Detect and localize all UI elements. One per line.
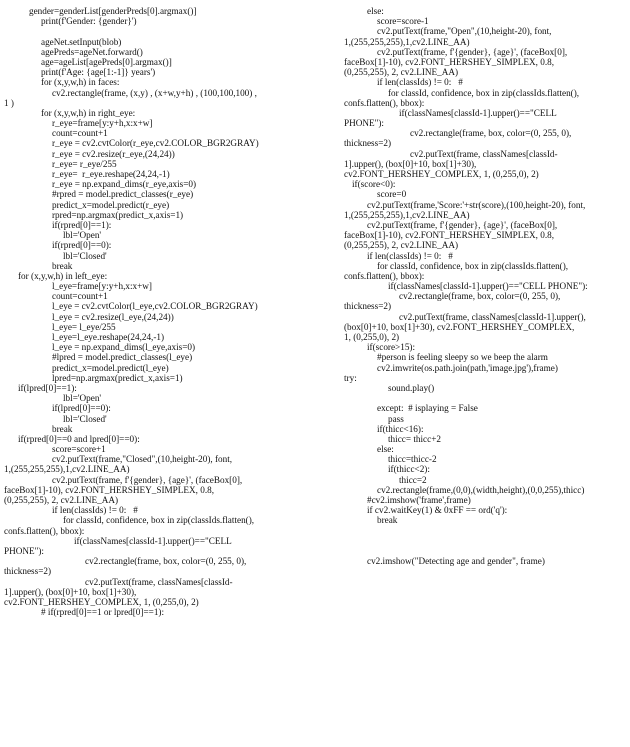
code-line: if(thicc<16): [377, 423, 424, 434]
code-line: cv2.putText(frame, f'{gender}, {age}', (faceBox[0], [52, 474, 243, 485]
code-line: confs.flatten(), bbox): [344, 270, 425, 281]
code-line: sound.play() [388, 382, 435, 393]
code-line: cv2.putText(frame, classNames[classId-1].upper(), [399, 311, 586, 322]
code-line: if(classNames[classId-1].upper()=="CELL [399, 107, 557, 118]
code-line: if(classNames[classId-1].upper()=="CELL [74, 535, 232, 546]
code-line: cv2.putText(frame, f'{gender}, {age}', (faceBox[0], [377, 46, 568, 57]
code-line: thicc= thicc+2 [388, 433, 441, 444]
code-line: for (x,y,w,h) in faces: [41, 77, 120, 88]
code-line: score=score-1 [377, 16, 429, 27]
code-line: agePreds=ageNet.forward() [41, 46, 143, 57]
code-line: l_eye= l_eye/255 [52, 321, 116, 332]
code-line: cv2.imwrite(os.path.join(path,'image.jpg'),frame) [377, 362, 558, 373]
code-line: ageNet.setInput(blob) [41, 36, 122, 47]
code-line: l_eye=frame[y:y+h,x:x+w] [52, 281, 152, 292]
code-line: if len(classIds) != 0: # [367, 250, 453, 261]
code-line [344, 536, 627, 546]
code-line: cv2.putText(frame, classNames[classId- [410, 148, 558, 159]
code-line: (0,255,255), 2, cv2.LINE_AA) [4, 495, 119, 505]
code-line: for classId, confidence, box in zip(classIds.flatten(), [377, 260, 569, 271]
code-line: count=count+1 [52, 128, 108, 139]
code-column-right [344, 6, 627, 566]
code-line: l_eye = cv2.cvtColor(l_eye,cv2.COLOR_BGR2GRAY) [52, 301, 258, 312]
code-line: PHONE"): [4, 545, 44, 556]
code-line: if len(classIds) != 0: # [52, 505, 138, 516]
code-line: print(f'Age: {age[1:-1]} years') [41, 67, 156, 78]
code-line: (0,255,255), 2, cv2.LINE_AA) [344, 240, 459, 251]
code-line: if(rpred[0]==0): [52, 240, 112, 251]
code-line: pass [388, 413, 404, 424]
code-line: r_eye = cv2.cvtColor(r_eye,cv2.COLOR_BGR2GRAY) [52, 138, 259, 149]
code-line: lpred=np.argmax(predict_x,axis=1) [52, 372, 183, 383]
code-line: else: [377, 444, 394, 455]
code-line: predict_x=model.predict(l_eye) [52, 362, 169, 373]
code-line: 1, (0,255,0), 2) [344, 332, 400, 342]
code-line: for (x,y,w,h) in left_eye: [18, 270, 108, 281]
code-line: r_eye= r_eye/255 [52, 158, 117, 169]
code-line [4, 26, 304, 36]
code-line: #lpred = model.predict_classes(l_eye) [52, 352, 193, 363]
code-line: r_eye = cv2.resize(r_eye,(24,24)) [52, 148, 175, 159]
code-line: break [52, 423, 73, 434]
code-line: thicc=thicc-2 [388, 454, 437, 465]
code-line: if(thicc<2): [388, 464, 430, 475]
code-line: (0,255,255), 2, cv2.LINE_AA) [344, 67, 459, 78]
code-line: faceBox[1]-10), cv2.FONT_HERSHEY_SIMPLEX, 0.8, [4, 484, 215, 495]
code-line: #person is feeling sleepy so we beep the alarm [377, 352, 548, 363]
code-line: cv2.FONT_HERSHEY_COMPLEX, 1, (0,255,0), 2) [344, 169, 539, 179]
code-line: cv2.putText(frame,"Open",(10,height-20), font, [377, 26, 552, 37]
code-line: gender=genderList[genderPreds[0].argmax()] [29, 6, 197, 16]
code-line: l_eye=l_eye.reshape(24,24,-1) [52, 332, 165, 342]
code-line: r_eye=frame[y:y+h,x:x+w] [52, 118, 153, 129]
code-line: r_eye= r_eye.reshape(24,24,-1) [52, 169, 170, 179]
code-line: if(rpred[0]==0 and lpred[0]==0): [18, 433, 140, 444]
code-line: if(classNames[classId-1].upper()=="CELL PHONE"): [388, 281, 588, 292]
code-line: rpred=np.argmax(predict_x,axis=1) [52, 209, 184, 220]
code-line: if len(classIds) != 0: # [377, 77, 463, 88]
code-line [344, 393, 627, 403]
code-line: faceBox[1]-10), cv2.FONT_HERSHEY_SIMPLEX, 0.8, [344, 230, 555, 241]
code-line: except: # isplaying = False [377, 403, 478, 414]
code-line: lbl='Closed' [63, 250, 107, 261]
code-line: cv2.imshow("Detecting age and gender", frame) [367, 556, 545, 567]
code-line: lbl='Open' [63, 230, 102, 241]
code-line: predict_x=model.predict(r_eye) [52, 199, 170, 210]
code-line: lbl='Open' [63, 393, 102, 404]
code-line: thickness=2) [4, 566, 52, 577]
code-line: 1,(255,255,255),1,cv2.LINE_AA) [344, 209, 470, 220]
code-line: confs.flatten(), bbox): [344, 97, 425, 108]
code-column-left [4, 6, 304, 617]
code-line: break [377, 515, 398, 526]
code-line: confs.flatten(), bbox): [4, 525, 85, 536]
code-line: age=ageList[agePreds[0].argmax()] [41, 56, 172, 67]
code-line: cv2.rectangle(frame, (x,y) , (x+w,y+h) , (100,100,100) , [52, 87, 257, 98]
code-line: count=count+1 [52, 291, 108, 302]
code-line: lbl='Closed' [63, 413, 107, 424]
code-line: #rpred = model.predict_classes(r_eye) [52, 189, 194, 200]
code-line [344, 546, 627, 556]
code-line: break [52, 260, 73, 271]
code-line: if(rpred[0]==1): [52, 219, 112, 230]
code-line: # if(rpred[0]==1 or lpred[0]==1): [41, 607, 165, 618]
code-line: (box[0]+10, box[1]+30), cv2.FONT_HERSHEY_COMPLEX, [344, 321, 575, 332]
code-line: 1].upper(), (box[0]+10, box[1]+30), [4, 586, 137, 597]
code-line: 1,(255,255,255),1,cv2.LINE_AA) [4, 464, 130, 475]
code-line: cv2.rectangle(frame, box, color=(0, 255, 0), [85, 556, 247, 567]
code-line: score=0 [377, 189, 407, 200]
code-line: if(score>15): [367, 342, 416, 353]
code-line: 1 ) [4, 97, 14, 108]
code-line: print(f'Gender: {gender}') [41, 16, 137, 27]
code-line: try: [344, 372, 357, 383]
code-line: cv2.rectangle(frame, box, color=(0, 255, 0), [399, 291, 561, 302]
code-line: r_eye = np.expand_dims(r_eye,axis=0) [52, 179, 197, 190]
code-line: l_eye = np.expand_dims(l_eye,axis=0) [52, 342, 196, 353]
code-line: cv2.putText(frame,'Score:'+str(score),(100,height-20), font, [367, 199, 586, 210]
code-line: l_eye = cv2.resize(l_eye,(24,24)) [52, 311, 174, 322]
code-line: for classId, confidence, box in zip(classIds.flatten(), [388, 87, 580, 98]
code-line: cv2.rectangle(frame, box, color=(0, 255, 0), [410, 128, 572, 139]
code-line: faceBox[1]-10), cv2.FONT_HERSHEY_SIMPLEX, 0.8, [344, 56, 555, 67]
code-line: PHONE"): [344, 118, 384, 129]
code-line: for classId, confidence, box in zip(classIds.flatten(), [63, 515, 255, 526]
code-line: else: [367, 6, 384, 16]
code-line [344, 526, 627, 536]
code-line: if(lpred[0]==1): [18, 382, 77, 393]
code-line: if cv2.waitKey(1) & 0xFF == ord('q'): [367, 505, 508, 516]
code-line: cv2.putText(frame, classNames[classId- [85, 576, 233, 587]
code-line: if(lpred[0]==0): [52, 403, 111, 414]
code-line: #cv2.imshow('frame',frame) [367, 495, 471, 505]
code-line: 1,(255,255,255),1,cv2.LINE_AA) [344, 36, 470, 47]
code-line: thicc=2 [399, 474, 427, 485]
code-line: cv2.FONT_HERSHEY_COMPLEX, 1, (0,255,0), 2) [4, 596, 199, 607]
code-line: cv2.putText(frame, f'{gender}, {age}', (faceBox[0], [367, 219, 558, 230]
code-line: if(score<0): [352, 179, 396, 190]
code-line: thickness=2) [344, 138, 392, 149]
code-line: cv2.putText(frame,"Closed",(10,height-20), font, [52, 454, 233, 465]
code-line: for (x,y,w,h) in right_eye: [41, 107, 136, 118]
code-line: 1].upper(), (box[0]+10, box[1]+30), [344, 158, 477, 169]
code-line: cv2.rectangle(frame,(0,0),(width,height),(0,0,255),thicc) [377, 484, 585, 495]
code-line: score=score+1 [52, 444, 106, 455]
code-line: thickness=2) [344, 301, 392, 312]
